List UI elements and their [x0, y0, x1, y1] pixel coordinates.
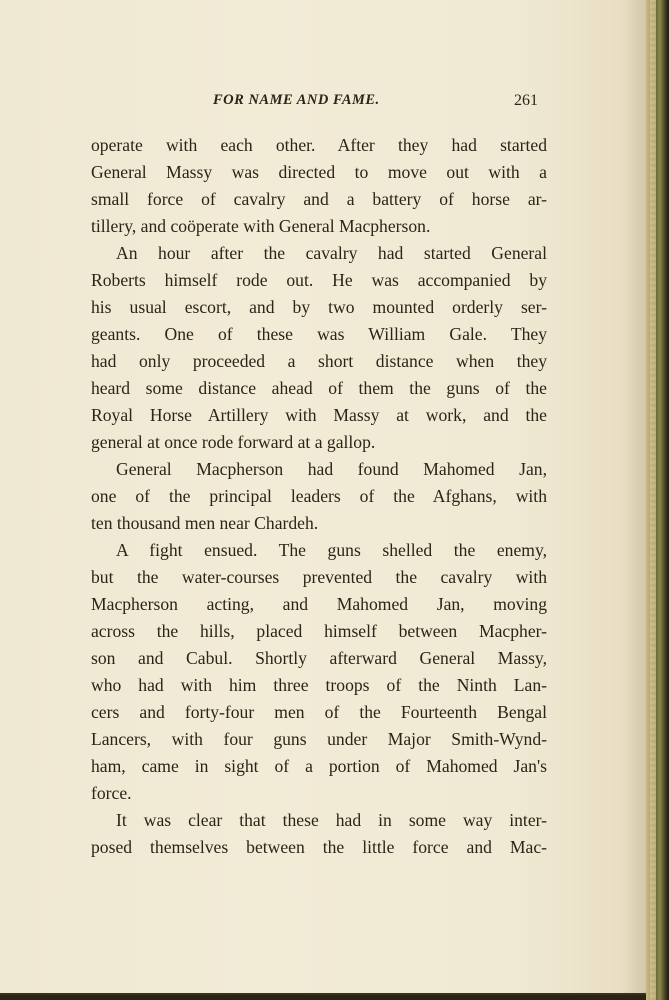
text-line: Royal Horse Artillery with Massy at work, and the — [91, 405, 547, 425]
text-line: geants. One of these was William Gale. They — [91, 324, 547, 344]
text-line: A fight ensued. The guns shelled the enemy, — [116, 540, 547, 560]
text-line: ham, came in sight of a portion of Mahomed Jan's — [91, 756, 547, 776]
page-header — [0, 92, 646, 116]
text-line: son and Cabul. Shortly afterward General Massy, — [91, 648, 547, 668]
text-line: It was clear that these had in some way inter- — [116, 810, 547, 830]
text-line: who had with him three troops of the Ninth Lan- — [91, 675, 547, 695]
text-line: had only proceeded a short distance when they — [91, 351, 547, 371]
text-line: Macpherson acting, and Mahomed Jan, moving — [91, 594, 547, 614]
page-number: 261 — [514, 92, 538, 109]
text-line: small force of cavalry and a battery of horse ar- — [91, 189, 547, 209]
text-line: An hour after the cavalry had started General — [116, 243, 547, 263]
text-line: posed themselves between the little force and Mac- — [91, 837, 547, 857]
running-title: FOR NAME AND FAME. — [213, 92, 380, 108]
text-line: but the water-courses prevented the cavalry with — [91, 567, 547, 587]
text-line: his usual escort, and by two mounted orderly ser- — [91, 297, 547, 317]
body-text — [91, 132, 547, 861]
page-edge-stack — [650, 0, 656, 1000]
text-line: tillery, and coöperate with General Macpherson. — [91, 216, 431, 236]
text-line: Lancers, with four guns under Major Smith-Wynd- — [91, 729, 547, 749]
text-line: one of the principal leaders of the Afghans, with — [91, 486, 547, 506]
text-line: operate with each other. After they had started — [91, 135, 547, 155]
text-line: heard some distance ahead of them the guns of the — [91, 378, 547, 398]
text-line: ten thousand men near Chardeh. — [91, 513, 319, 533]
text-line: General Macpherson had found Mahomed Jan, — [116, 459, 547, 479]
text-line: general at once rode forward at a gallop. — [91, 432, 376, 452]
text-line: General Massy was directed to move out with a — [91, 162, 547, 182]
text-line: Roberts himself rode out. He was accompanied by — [91, 270, 547, 290]
text-line: force. — [91, 783, 132, 803]
text-line: cers and forty-four men of the Fourteenth Bengal — [91, 702, 547, 722]
text-line: across the hills, placed himself between Macpher- — [91, 621, 547, 641]
